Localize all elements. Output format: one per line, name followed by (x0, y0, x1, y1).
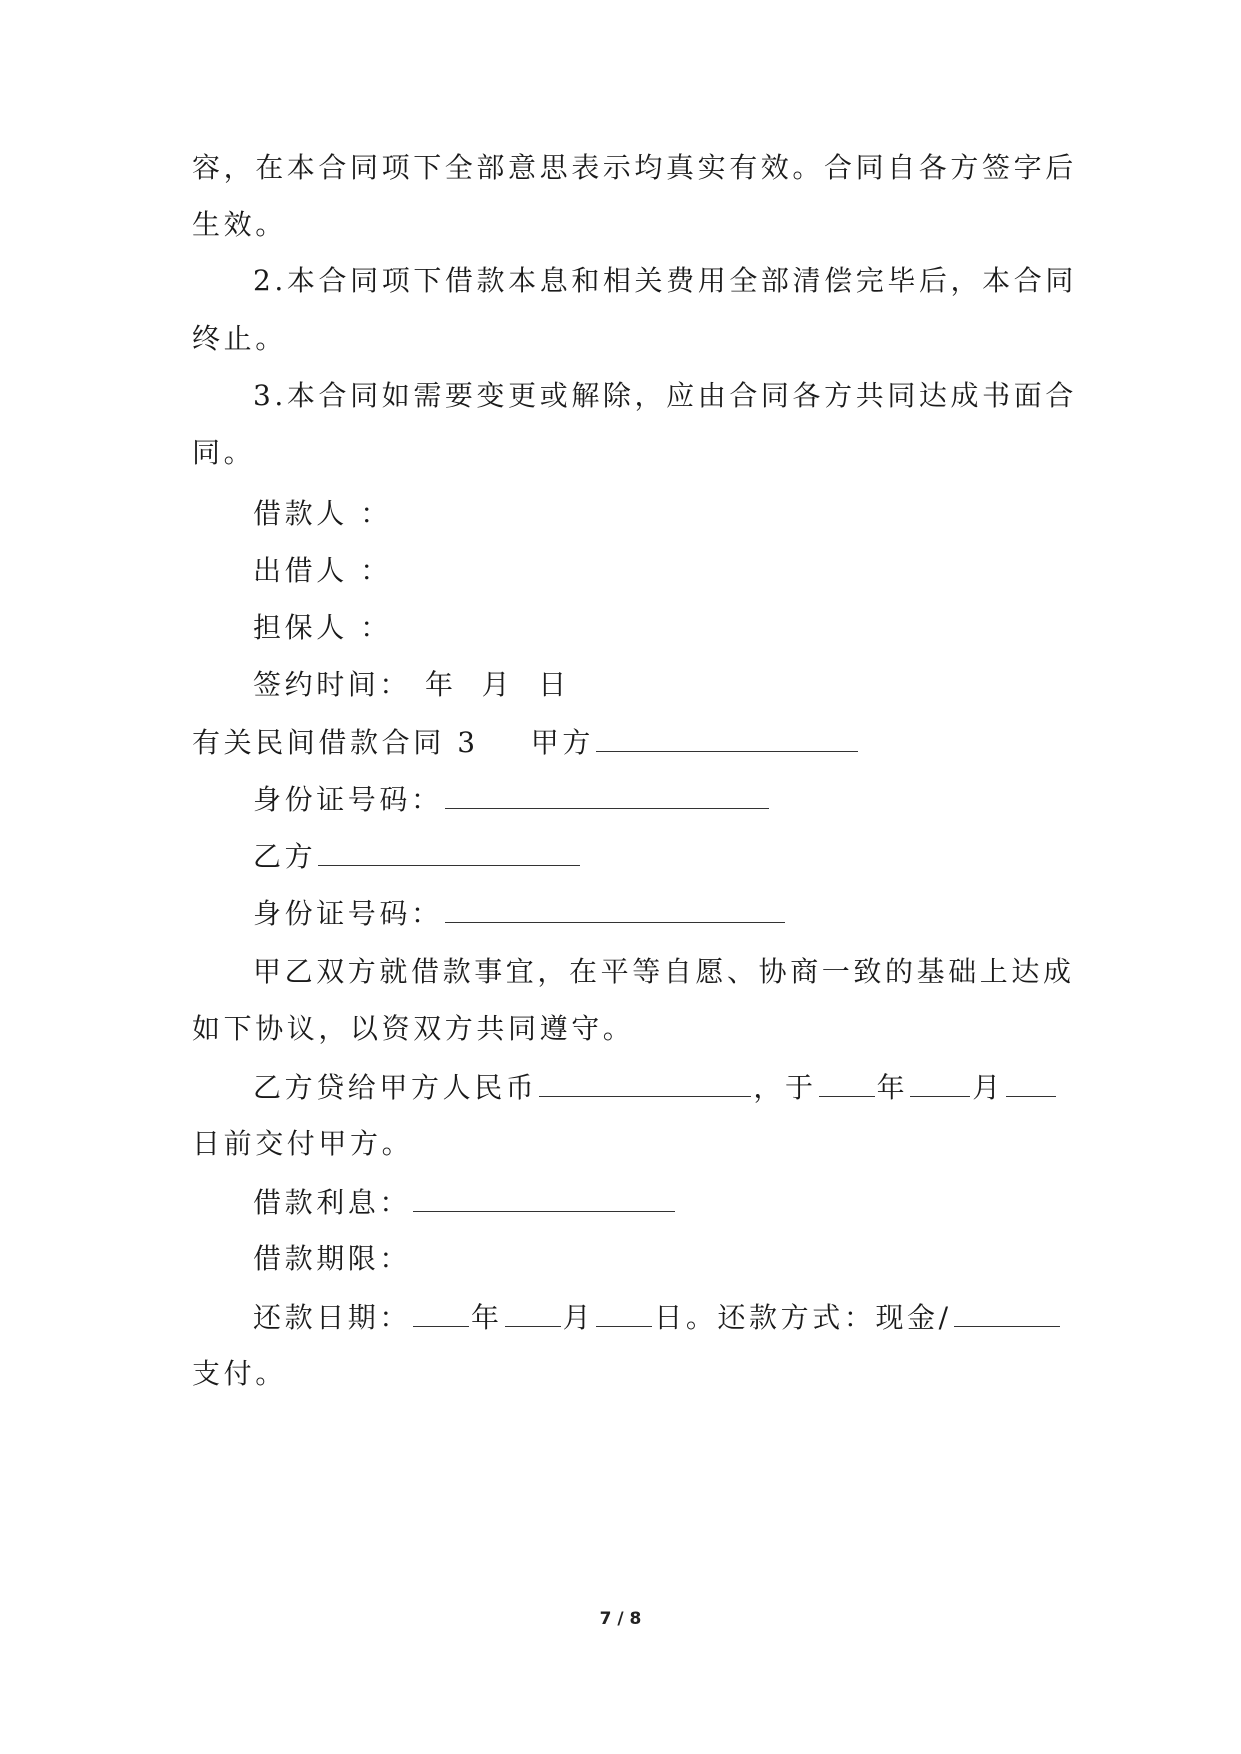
term-label: 借款期限： (253, 1242, 412, 1275)
body-text-line: 容，在本合同项下全部意思表示均真实有效。合同自各方签字后 (192, 151, 1077, 184)
signing-time-label: 签约时间： (253, 668, 412, 701)
party-a-blank[interactable] (596, 722, 858, 752)
repay-year-blank[interactable] (413, 1297, 469, 1327)
loan-month-blank[interactable] (910, 1067, 970, 1097)
guarantor-signature-label: 担保人 ： (253, 611, 392, 644)
repay-date-label: 还款日期： (253, 1301, 412, 1334)
body-text-line: 支付。 (192, 1357, 287, 1390)
agreement-intro-line: 甲乙双方就借款事宜，在平等自愿、协商一致的基础上达成 (253, 955, 1075, 988)
clause-2-line: 2.本合同项下借款本息和相关费用全部清偿完毕后，本合同 (253, 264, 1077, 297)
loan-year-blank[interactable] (819, 1067, 875, 1097)
month-label: 月 (562, 1301, 595, 1334)
page-number: 7 / 8 (599, 1609, 642, 1629)
body-text-line: 日前交付甲方。 (192, 1127, 414, 1160)
signing-time-row (253, 665, 570, 705)
interest-blank[interactable] (413, 1182, 675, 1212)
interest-row (253, 1182, 677, 1223)
party-b-row (253, 836, 582, 877)
year-label: 年 (876, 1071, 909, 1104)
month-label: 月 (972, 1071, 1004, 1104)
repay-day-blank[interactable] (596, 1297, 652, 1327)
id-number-row (253, 893, 787, 934)
party-b-id-blank[interactable] (445, 893, 785, 923)
contract-title-row (192, 722, 860, 763)
interest-label: 借款利息： (253, 1186, 412, 1219)
repay-month-blank[interactable] (505, 1297, 561, 1327)
id-number-row (253, 779, 771, 820)
loan-date-prefix: ，于 (753, 1071, 817, 1104)
loan-amount-row (253, 1067, 1058, 1108)
loan-day-blank[interactable] (1006, 1067, 1056, 1097)
year-label: 年 (471, 1301, 503, 1334)
body-text-line: 终止。 (192, 322, 287, 355)
day-label: 日 (654, 1301, 686, 1334)
repay-method-label: 。还款方式：现金/ (685, 1301, 952, 1334)
lender-signature-label: 出借人 ： (253, 554, 392, 587)
body-text-line: 如下协议，以资双方共同遵守。 (192, 1012, 635, 1045)
repayment-row (253, 1297, 1062, 1338)
party-a-id-blank[interactable] (445, 779, 769, 809)
id-number-label: 身份证号码： (253, 897, 443, 930)
clause-3-line: 3.本合同如需要变更或解除，应由合同各方共同达成书面合 (253, 379, 1077, 412)
party-b-blank[interactable] (318, 836, 580, 866)
borrower-signature-label: 借款人 ： (253, 497, 392, 530)
repay-method-blank[interactable] (954, 1297, 1060, 1327)
loan-amount-label: 乙方贷给甲方人民币 (253, 1071, 538, 1104)
loan-amount-blank[interactable] (539, 1067, 751, 1097)
body-text-line: 生效。 (192, 208, 287, 241)
id-number-label: 身份证号码： (253, 783, 443, 816)
party-b-label: 乙方 (253, 840, 317, 873)
contract-title: 有关民间借款合同 3 (192, 726, 479, 759)
body-text-line: 同。 (192, 436, 256, 469)
party-a-label: 甲方 (530, 726, 594, 759)
signing-time-value: 年 月 日 (425, 668, 570, 701)
